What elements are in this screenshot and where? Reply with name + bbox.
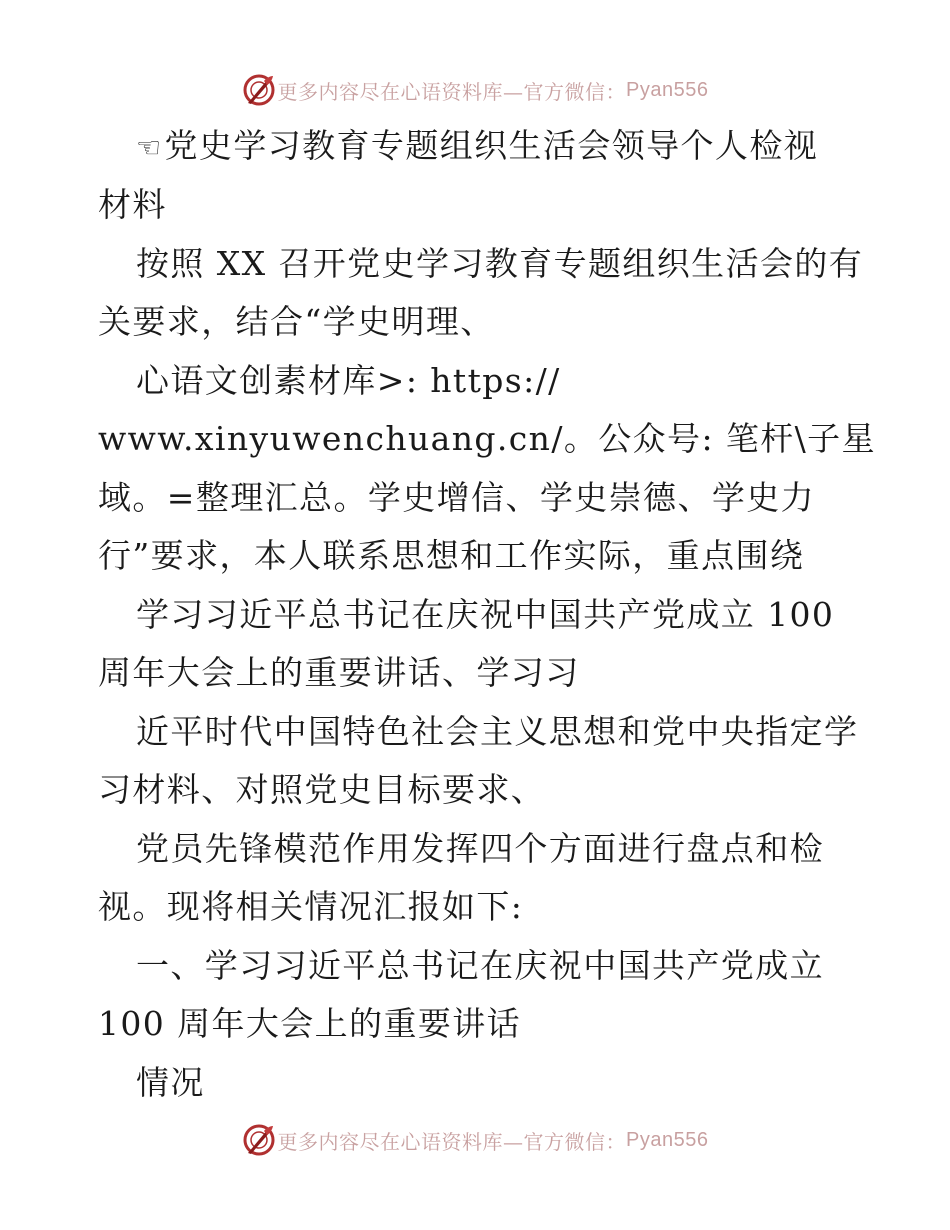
banner-wechat-id: Pyan556 — [626, 1128, 709, 1151]
paragraph-line: 学习习近平总书记在庆祝中国共产党成立 100 — [136, 595, 835, 634]
pointing-hand-icon: ☜ — [136, 131, 163, 164]
paragraph-line: 域。=整理汇总。学史增信、学史崇德、学史力 — [98, 478, 816, 517]
banner-wechat-id: Pyan556 — [626, 78, 709, 101]
paragraph-line: 周年大会上的重要讲话、学习习 — [98, 653, 580, 692]
banner-text: 更多内容尽在心语资料库—官方微信： — [277, 79, 627, 104]
document-title-text: 党史学习教育专题组织生活会领导个人检视 — [164, 126, 819, 165]
banner-text: 更多内容尽在心语资料库—官方微信： — [277, 1129, 627, 1154]
quill-seal-icon — [242, 1123, 276, 1157]
paragraph-line: 习材料、对照党史目标要求、 — [98, 770, 546, 809]
paragraph-line: www.xinyuwenchuang.cn/。公众号: 笔杆\子星 — [98, 419, 876, 458]
paragraph-line: 党员先锋模范作用发挥四个方面进行盘点和检 — [136, 829, 824, 868]
document-title-line-2: 材料 — [98, 185, 167, 224]
paragraph-line: 视。现将相关情况汇报如下: — [98, 887, 524, 926]
section-heading-line-3: 情况 — [136, 1063, 205, 1102]
document-title-line-1 — [136, 126, 818, 168]
paragraph-line: 近平时代中国特色社会主义思想和党中央指定学 — [136, 712, 859, 751]
paragraph-line: 心语文创素材库>: https:// — [136, 361, 561, 400]
paragraph-line: 关要求，结合“学史明理、 — [98, 302, 495, 341]
paragraph-line: 按照 XX 召开党史学习教育专题组织生活会的有 — [136, 244, 864, 283]
section-heading-line-1: 一、学习习近平总书记在庆祝中国共产党成立 — [136, 946, 824, 985]
section-heading-line-2: 100 周年大会上的重要讲话 — [98, 1004, 522, 1043]
paragraph-line: 行”要求，本人联系思想和工作实际，重点围绕 — [98, 536, 805, 575]
footer-watermark-banner — [0, 1120, 950, 1160]
